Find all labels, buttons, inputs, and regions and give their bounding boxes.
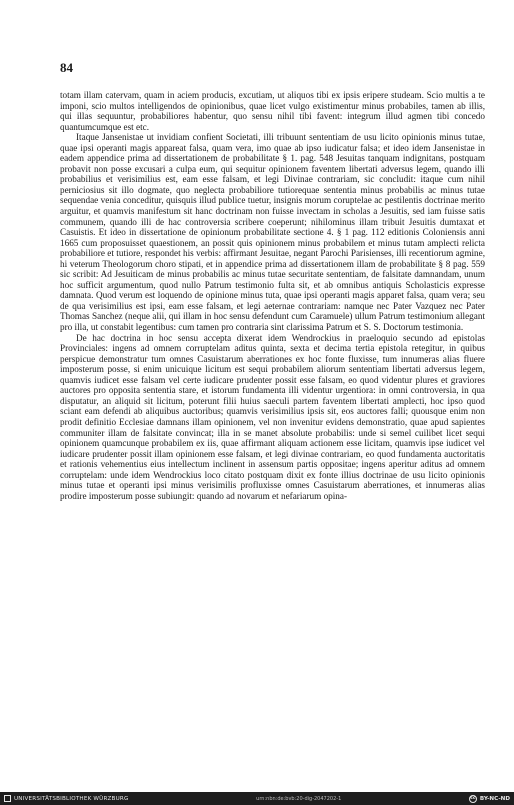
license-text: BY-NC-ND bbox=[479, 795, 510, 802]
license-badge bbox=[469, 795, 510, 803]
creative-commons-icon: cc bbox=[470, 796, 476, 801]
paragraph-1: totam illam catervam, quam in aciem producis, excutiam, ut aliquos tibi ex ipsis eripere studeam. Scio multis a te imponi, scio multos intelligendos de opinionibus, quae licet vulgo existimentur minus probabiles, tamen ab illis, qui illas sequuntur, probabiliores habentur, quo sensu nihil tibi favent: integrum illud agmen tibi concedo quantumcumque est etc. bbox=[60, 90, 485, 132]
body-text bbox=[60, 90, 485, 501]
library-logo-icon bbox=[4, 795, 11, 802]
urn-identifier: urn:nbn:de:bvb:20-dig-2047202-1 bbox=[256, 795, 342, 802]
paragraph-3: De hac doctrina in hoc sensu accepta dixerat idem Wendrockius in praeloquio secundo ad epistolas Provinciales: ingens ad omnem corruptelam aditus quinta, sexta et decima tertia epistola retegitur, in quibus perspicue demonstratur tum omnes Casuistarum aberrationes ex hoc fonte fluxisse, tum innumeras alias fluere imposterum posse, si enim unicuique licitum est sequi probabilem aliorum sententiam libertati adversus legem, quamvis iudicet esse falsam vel certe iudicare prudenter possit esse falsam, eo quod videntur plures et graviores auctores pro opposita sententia stare, et istorum fundamenta illi videntur urgentiora: in omni controversia, in qua disputatur, an aliquid sit licitum, poterunt filii huius saeculi partem faventem libertati amplecti, hoc ipso quod sciant eam defendi ab aliquibus auctoribus; quamvis verisimilius ipsis sit, eos auctores falli; quousque enim non prodit definitio Ecclesiae damnans illam opinionem, vel non invenitur evidens demonstratio, quae apud sapientes communiter illam de falsitate convincat; illa in se manet absolute probabilis: unde si semel cuilibet licet sequi opinionem quamcunque probabilem ex iis, quae affirmant aliquam actionem esse licitam, quamvis ipse iudicet vel iudicare prudenter possit illam opinionem esse falsam, et legi divinae contrariam, eo quod fundamenta auctoritatis et rationis vehementius eius intellectum inclinent in assensum partis oppositae; ingens aperitur aditus ad omnem corruptelam: unde idem Wendrockius loco citato postquam dixit ex fonte illius doctrinae de usu licito opinionis minus tutae et operanti ipsi minus verisimilis profluxisse omnes Casuistarum aberrationes, et innumeras alias prodire imposterum posse subiungit: quando ad novarum et nefariarum opina- bbox=[60, 332, 485, 501]
library-name: UNIVERSITÄTSBIBLIOTHEK WÜRZBURG bbox=[14, 795, 129, 802]
paragraph-2: Itaque Jansenistae ut invidiam confient Societati, illi tribuunt sententiam de usu licito opinionis minus tutae, quae ipsi operanti magis appareat falsa, quam vera, imo quae ab ipso iudicatur falsa; et ideo idem Jansenistae in eadem appendice prima ad dissertationem de probabilitate § 1. pag. 548 Jesuitas tanquam indignitans, postquam probavit non posse excusari a culpa eum, qui sequitur opinionem faventem libertati adversus legem, quando illi probabilius et verisimilius est, eam esse falsam, et legi Divinae contrariam, sic concludit: itaque cum nihil perniciosius sit illo dogmate, quo neglecta probabiliore tutiorequae sententia minus probabilis ac minus tutae sequendae venia conceditur, quisquis illud publice tuetur, insignis morum coruptelae ac pestilentis doctrinae merito arguitur, et quamvis manifestum sit hanc doctrinam non fuisse invectam in scholas a Jesuitis, sed iam fuisse satis communem, quando illi de hac controversia scribere coeperunt; nihilominus illam tribuit Jesuitis dumtaxat et Casuistis. Et ideo in dissertatione de opinionum probabilitate sectione 4. § 1 pag. 112 editionis Coloniensis anni 1665 cum proposuisset quaestionem, an possit quis opinionem minus probabilem et minus tutam amplecti relicta probabiliore et tutiore, respondet his verbis: affirmant Jesuitae, negant Parochi Parisienses, illi recentiorum agmine, hi veterum Theologorum choro stipati, et in appendice prima ad dissertationem illam de probabilitate § 8 pag. 559 sic scribit: Ad Jesuiticam de minus probabilis ac minus tutae securitate sententiam, de falsitate damnandam, unum hoc sufficit argumentum, quod nullo Patrum testimonio fulta sit, et ab omnibus antiquis Scholasticis expresse damnata. Quod verum est loquendo de opinione minus tuta, quae ipsi operanti magis apparet falsa, quam vera; seu de qua verisimilius est ipsi, eam esse falsam, et legi aeternae contrariam: namque nec Pater Vazquez nec Pater Thomas Sanchez (neque alii, qui illam in hoc sensu defendunt cum Caramuele) ullum Patrum testimonium allegant pro illa, ut constabit legentibus: cum tamen pro contraria sint clarissima Patrum et S. S. Doctorum testimonia. bbox=[60, 132, 485, 333]
page-number: 84 bbox=[60, 60, 73, 75]
footer-bar bbox=[0, 792, 514, 805]
library-credit bbox=[4, 795, 129, 802]
